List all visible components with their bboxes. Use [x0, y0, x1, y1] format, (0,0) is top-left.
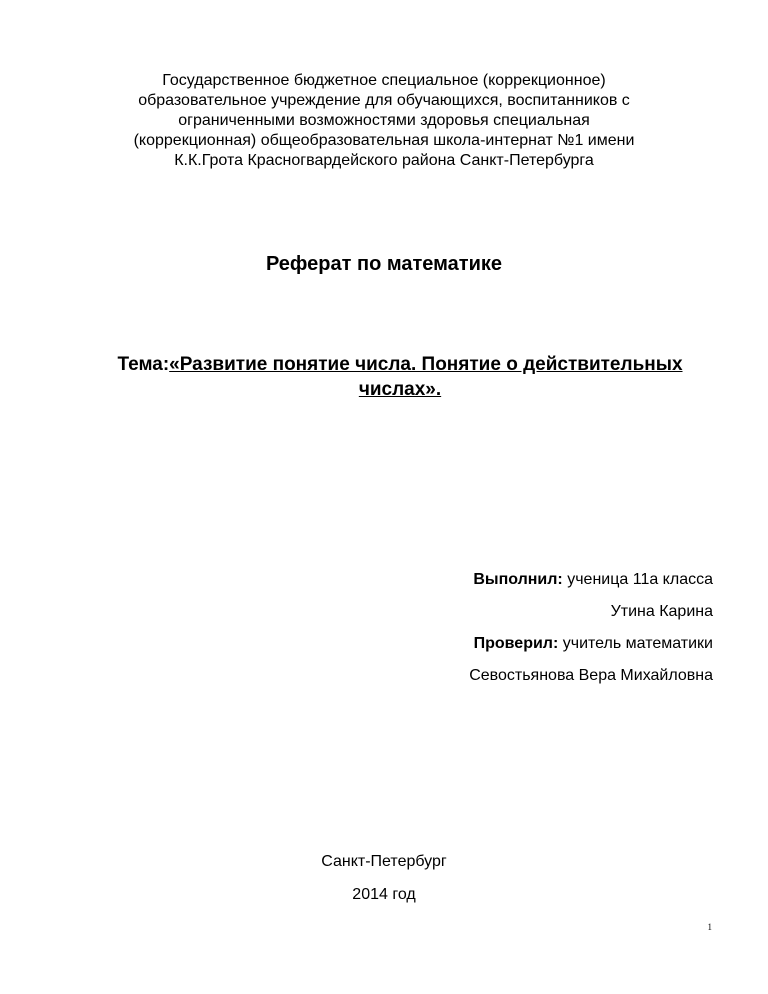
city-text: Санкт-Петербург	[321, 853, 447, 870]
topic-text-part-1: «Развитие понятие числа. Понятие о действительных	[169, 354, 683, 375]
topic-label: Тема:	[117, 354, 170, 375]
checked-value: учитель математики	[558, 635, 713, 652]
institution-header	[80, 71, 688, 171]
performed-by-line	[473, 570, 713, 590]
institution-line: ограниченными возможностями здоровья специальная	[178, 112, 590, 129]
checker-name: Севостьянова Вера Михайловна	[469, 667, 713, 684]
institution-line: (коррекционная) общеобразовательная школа-интернат №1 имени	[133, 132, 635, 149]
page-number: 1	[707, 922, 712, 932]
year-text: 2014 год	[352, 886, 416, 903]
topic-line-1	[60, 352, 740, 377]
checked-label: Проверил:	[473, 635, 559, 652]
institution-line: образовательное учреждение для обучающихся, воспитанников с	[138, 92, 630, 109]
institution-line: К.К.Грота Красногвардейского района Санкт-Петербурга	[174, 152, 594, 169]
checked-by-line	[474, 634, 713, 654]
performed-value: ученица 11а класса	[562, 571, 713, 588]
institution-line: Государственное бюджетное специальное (коррекционное)	[162, 72, 606, 89]
performer-name: Утина Карина	[610, 603, 713, 620]
topic-block	[60, 352, 740, 402]
topic-line-2	[60, 377, 740, 402]
performed-label: Выполнил:	[473, 571, 563, 588]
topic-text-part-2: числах».	[358, 379, 442, 400]
document-title: Реферат по математике	[265, 253, 503, 275]
